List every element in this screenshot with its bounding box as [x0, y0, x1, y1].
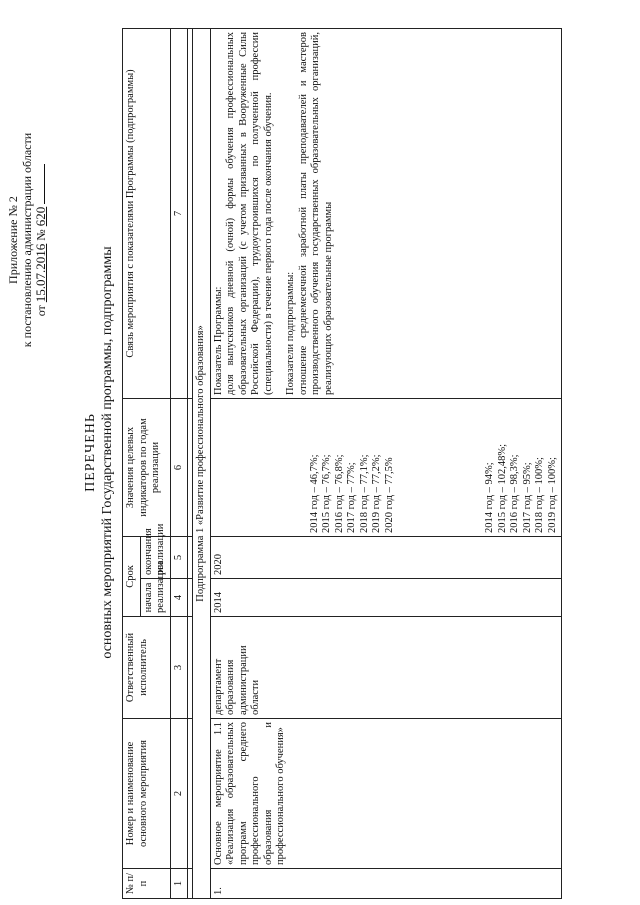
indicator-line: 2020 год – 77,5%: [383, 457, 395, 533]
indicator-line: 2014 год – 94%;: [484, 462, 495, 533]
subprogram-indicator-title: Показатели подпрограммы:: [285, 271, 296, 395]
indicator-line: 2017 год – 95%;: [521, 462, 533, 533]
header-num: № п/п: [123, 869, 171, 899]
header-indicators: Значения целевых индикаторов по годам реализации: [123, 398, 171, 536]
term-start: 2014: [210, 579, 562, 617]
title-sub: основных мероприятий Государственной программы, подпрограммы: [100, 246, 115, 659]
column-numbers-row: [170, 28, 188, 898]
subprogram-title: Подпрограмма 1 «Развитие профессионального образования»: [193, 28, 211, 898]
appendix-block: [6, 120, 48, 360]
date-prefix: от: [34, 305, 48, 317]
header-term: Срок: [123, 536, 141, 616]
indicator-line: 2015 год – 76,7%;: [321, 454, 332, 533]
column-number: 4: [170, 579, 188, 617]
indicator-line: 2017 год – 77%;: [346, 462, 357, 533]
executor: департамент образования администрации области: [210, 617, 562, 719]
column-number: 3: [170, 617, 188, 719]
row-number: 1.: [210, 869, 562, 899]
column-number: 1: [170, 869, 188, 899]
title-main: ПЕРЕЧЕНЬ: [83, 413, 98, 492]
term-end: 2020: [210, 536, 562, 578]
header-measure: Номер и наименование основного мероприятия: [123, 719, 171, 869]
header-row: [123, 28, 141, 898]
indicator-line: 2015 год – 102,48%;: [496, 443, 508, 533]
column-number: 2: [170, 719, 188, 869]
measures-table: [122, 28, 562, 899]
column-number: 5: [170, 536, 188, 578]
indicator-line: 2016 год – 76,8%;: [333, 454, 345, 533]
table-row: [210, 28, 562, 898]
measure-name: Основное мероприятие 1.1 «Реализация образовательных программ среднего профессионального образования и профессионального обучения»: [210, 719, 562, 869]
subprogram-indicator-text: отношение среднемесячной заработной платы преподавателей и мастеров производственного обучения государственных образовательных организаций, реализующих образовательные программы: [297, 31, 334, 395]
header-link: Связь мероприятия с показателями Программы (подпрограммы): [123, 28, 171, 398]
indicator-line: 2018 год – 100%;: [534, 457, 545, 533]
section-row: [193, 28, 211, 898]
indicator-line: 2014 год – 46,7%;: [308, 454, 320, 533]
link-cell: [210, 28, 562, 398]
number-prefix: №: [34, 229, 48, 241]
resolution-number: 620: [33, 206, 48, 227]
indicators-cell: [210, 398, 562, 536]
header-term-start: начала реализации: [140, 579, 170, 617]
program-indicator-title: Показатель Программы:: [212, 286, 224, 395]
appendix-title: Приложение № 2: [6, 196, 20, 284]
document-title: [82, 0, 116, 905]
resolution-date: 15.07.2016: [33, 243, 48, 303]
program-indicator-text: доля выпускников дневной (очной) формы обучения профессиональных образовательных организаций (с учетом призванных в Вооруженные Силы Российской Федерации), трудоустроившихся по полученной профессии (специальности) в течение первого года после окончания обучения.: [225, 31, 274, 395]
column-number: 7: [170, 28, 188, 398]
appendix-resolution: к постановлению администрации области: [20, 132, 34, 348]
appendix-date-line: [34, 120, 48, 360]
indicator-line: 2019 год – 100%;: [546, 457, 558, 533]
header-term-end: окончания реализации: [140, 536, 170, 578]
column-number: 6: [170, 398, 188, 536]
indicator-line: 2019 год – 77,2%;: [371, 454, 382, 533]
indicator-line: 2018 год – 77,1%;: [358, 454, 370, 533]
header-executor: Ответственный исполнитель: [123, 617, 171, 719]
signature-blank: [34, 164, 45, 204]
indicator-line: 2016 год – 98,3%;: [509, 454, 520, 533]
